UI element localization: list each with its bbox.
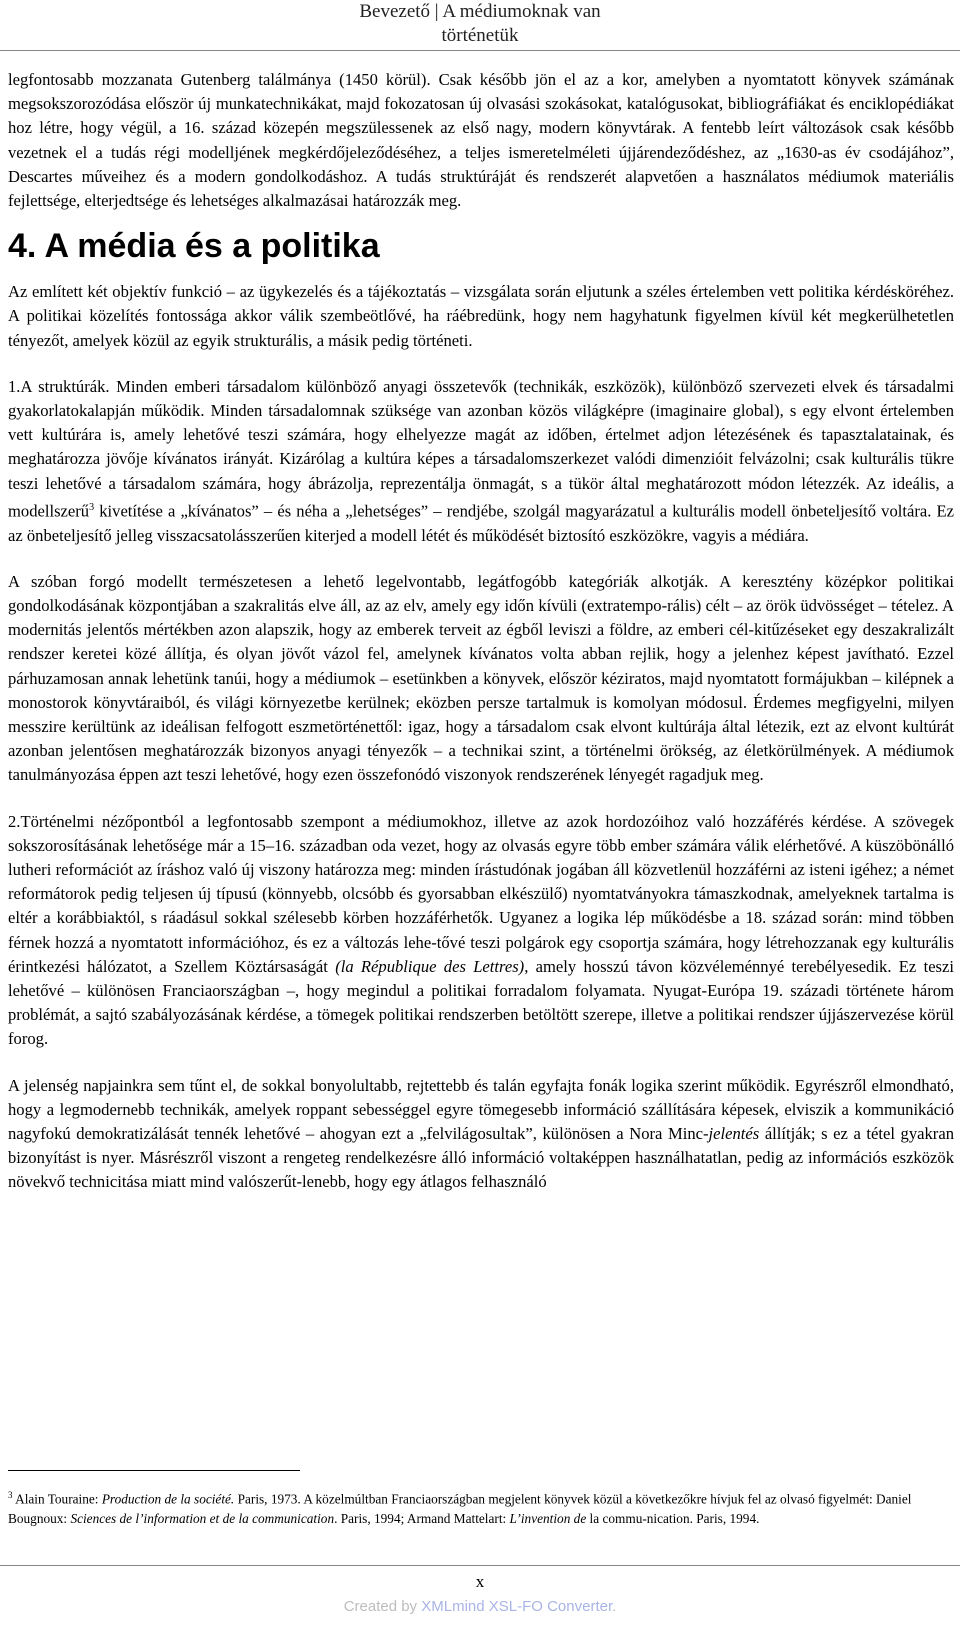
footnote-text-2: Paris, 1973. A közelmúltban Franciaországban megjelent könyvek közül a következőkre hívjuk fel az olvasó figyelmét: Daniel Bougnoux: <box>8 1491 912 1527</box>
paragraph-model: A szóban forgó modellt természetesen a lehető legelvontabb, legátfogóbb kategóriák alkotják. A keresztény középkor politikai gondolkodásának központjában a szakralitás elve áll, az az elv, amely egy időn kívüli (extratempo-rális) célt – az örök üdvösséget – tételez. A modernitás jelentős mértékben azon alapszik, hogy az emberek terveit az égből leviszi a földre, az emberi cél-kitűzéseket egy deszakralizált rendszer keretei közé állítja, és olyan jövőt vázol fel, amelynek kívánatos volta abban rejlik, hogy a jelenhez képest javítható. Ezzel párhuzamosan annak lehetünk tanúi, hogy a médiumok – esetünkben a könyvek, először kéziratos, majd nyomtatott formájukban – kilépnek a monostorok könyvtáraiból, és világi környezetbe kerülnek; eközben persze tartalmuk is komolyan módosul. Érdemes megfigyelni, milyen messzire kerültünk az ideálisan felfogott eszmetörténettől: igaz, hogy a társadalom csak elvont kultúrája által létezik, ezt az elvont kultúrát azonban jelentősen meghatározzák bizonyos anyagi tényezők – a technikai szint, a történelmi örökség, az életkörülmények. A médiumok tanulmányozása éppen azt teszi lehetővé, hogy ezen összefonódó viszonyok rendszerének lényegét ragadjuk meg. <box>8 571 954 785</box>
running-header <box>0 0 960 48</box>
footnote-rule <box>8 1470 300 1471</box>
paragraph-structures <box>8 375 954 548</box>
page-number: x <box>475 1572 485 1591</box>
footnote-text-3: . Paris, 1994; Armand Mattelart: <box>334 1511 510 1527</box>
running-header-line-1: Bevezető | A médiumoknak van <box>359 1 601 22</box>
paragraph-present <box>8 1074 954 1195</box>
generator-credit <box>0 1598 960 1615</box>
running-header-line-2: történetük <box>441 25 519 46</box>
paragraph-historical-text-a: 2.Történelmi nézőpontból a legfontosabb szempont a médiumokhoz, illetve az azok hordozóihoz való hozzáférés kérdése. A szövegek sokszorosításának lehetősége már a 15–16. században oda vezet, hogy az olvasás egyre több ember számára válik elérhetővé. A küszöbönálló lutheri reformációt az íráshoz való új viszony határozza meg: minden írástudónak jogában áll közvetlenül hozzáférni az isteni igéhez; a német reformátorok pedig teljesen új típusú (könnyebb, olcsóbb és gyorsabban elkészülő) nyomtatványokra támaszkodnak, amelyeknek tartalma is eltér a korábbiaktól, s ráadásul sokkal szélesebb körben hozzáférhetők. Ugyanez a logika lép működésbe a 18. század során: mind többen férnek hozzá a nyomtatott információhoz, és ez a változás lehe-tővé teszi polgárok egy csoportja számára, hogy létrehozzanak egy kulturális érintkezési hálózatot, a Szellem Köztársaságát <box>8 811 954 976</box>
footnote-title-2: Sciences de l’information et de la communication <box>70 1511 335 1527</box>
generator-suffix: . <box>612 1598 617 1615</box>
footnote-title-3: L’invention de <box>509 1511 587 1527</box>
paragraph-structures-text-a: 1.A struktúrák. Minden emberi társadalom különböző anyagi összetevők (technikák, eszközök), különböző szervezeti elvek és társadalmi gyakorlatokalapján működik. Minden társadalomnak szüksége van azonban közös világképre (imaginaire global), s egy elvont értelemben vett kultúrára is, amely lehetővé teszi számára, hogy elhelyezze magát az időben, értelmet adjon létezésének és tapasztalatainak, és meghatározza jövője kívánatos irányát. Kizárólag a kultúra képes a társadalomszerkezet valódi dimenzióit felvázolni; csak kulturális tükre teszi lehetővé a társadalom számára, hogy ábrázolja, reprezentálja önmagát, s a tükör által meghatározott módon létezzék. Az ideális, a modellszerű <box>8 376 954 521</box>
generator-prefix: Created by <box>343 1598 422 1615</box>
footnote-text-4: la commu-nication. Paris, 1994. <box>586 1511 760 1527</box>
footnote-text-1: Alain Touraine: <box>12 1491 102 1507</box>
page-body <box>8 68 954 1217</box>
paragraph-historical-emphasis: (la République des Lettres) <box>335 956 525 976</box>
section-heading: 4. A média és a politika <box>8 227 380 266</box>
footnote-title-1: Production de la société. <box>101 1491 235 1507</box>
footer-divider <box>0 1565 960 1566</box>
footnote-reference[interactable]: 3 <box>89 501 95 513</box>
paragraph-present-text-a: A jelenség napjainkra sem tűnt el, de sokkal bonyolultabb, rejtettebb és talán egyfajta fonák logika szerint működik. Egyrészről elmondható, hogy a legmodernebb technikák, amelyek roppant sebességgel egyre tömegesebb információ szállítására képesek, elviszik a kommunikáció nagyfokú demokratizálását tennék lehetővé – ahogyan ezt a „felvilágosultak”, különösen a Nora Minc- <box>8 1075 954 1144</box>
footnote-mark: 3 <box>8 1490 13 1500</box>
paragraph-structures-text-b: kivetítése a „kívánatos” – és néha a „lehetséges” – rendjébe, szolgál magyarázatul a kulturális modell önbeteljesítő voltára. Ez az önbeteljesítő jelleg visszacsatolásszerűen kiterjed a modell létét és működését biztosító eszközökre, vagyis a médiára. <box>8 501 954 545</box>
paragraph-historical-text-b: , amely hosszú távon közvéleménnyé terebélyesedik. Ez teszi lehetővé – különösen Franciaországban –, hogy megindul a politikai forradalom folyamata. Nyugat-Európa 19. századi története három problémát, a sajtó szabályozásának kérdése, a tömegek politikai rendszerben betöltött szerepe, illetve a politikai rendszer újjászervezése körül forog. <box>8 956 954 1049</box>
generator-link[interactable]: XMLmind XSL-FO Converter <box>421 1598 613 1615</box>
paragraph-present-text-b: állítják; s ez a tétel gyakran bizonyítást is nyer. Másrészről viszont a rengeteg rendelkezésre álló információ voltaképpen használhatatlan, pedig az információs eszközök növekvő technicitása miatt mind valószerűt-lenebb, hogy egy átlagos felhasználó <box>8 1124 954 1192</box>
header-divider <box>0 50 960 51</box>
paragraph-politics-intro: Az említett két objektív funkció – az ügykezelés és a tájékoztatás – vizsgálata során eljutunk a széles értelemben vett politika kérdésköréhez. A politikai közelítés fontossága akkor válik szembeötlővé, ha ráébredünk, hogy nem hagyhatunk figyelmen kívül két megkerülhetetlen tényezőt, amelyek közül az egyik strukturális, a másik pedig történeti. <box>8 282 954 350</box>
footnote <box>8 1485 954 1529</box>
intro-paragraph: legfontosabb mozzanata Gutenberg találmánya (1450 körül). Csak később jön el az a kor, amelyben a nyomtatott könyvek számának megsokszorozódása először új munkatechnikákat, majd fokozatosan új olvasási szokásokat, katalógusokat, bibliográfiákat és enciklopédiákat hoz létre, hogy végül, a 16. század közepén megszülessenek az első nagy, modern könyvtárak. A fentebb leírt változások csak később vezetnek el a tudás régi modelljének megkérdőjeleződéséhez, a teljes ismeretelméleti újjárendeződéshez, az „1630-as év csodájához”, Descartes műveihez és a modern gondolkodáshoz. A tudás struktúráját és rendszerét alapvetően a használatos médiumok materiális fejlettsége, elterjedtsége és lehetséges alkalmazásai határozzák meg. <box>8 70 954 211</box>
paragraph-historical <box>8 810 954 1052</box>
paragraph-present-emphasis: jelentés <box>708 1124 760 1144</box>
